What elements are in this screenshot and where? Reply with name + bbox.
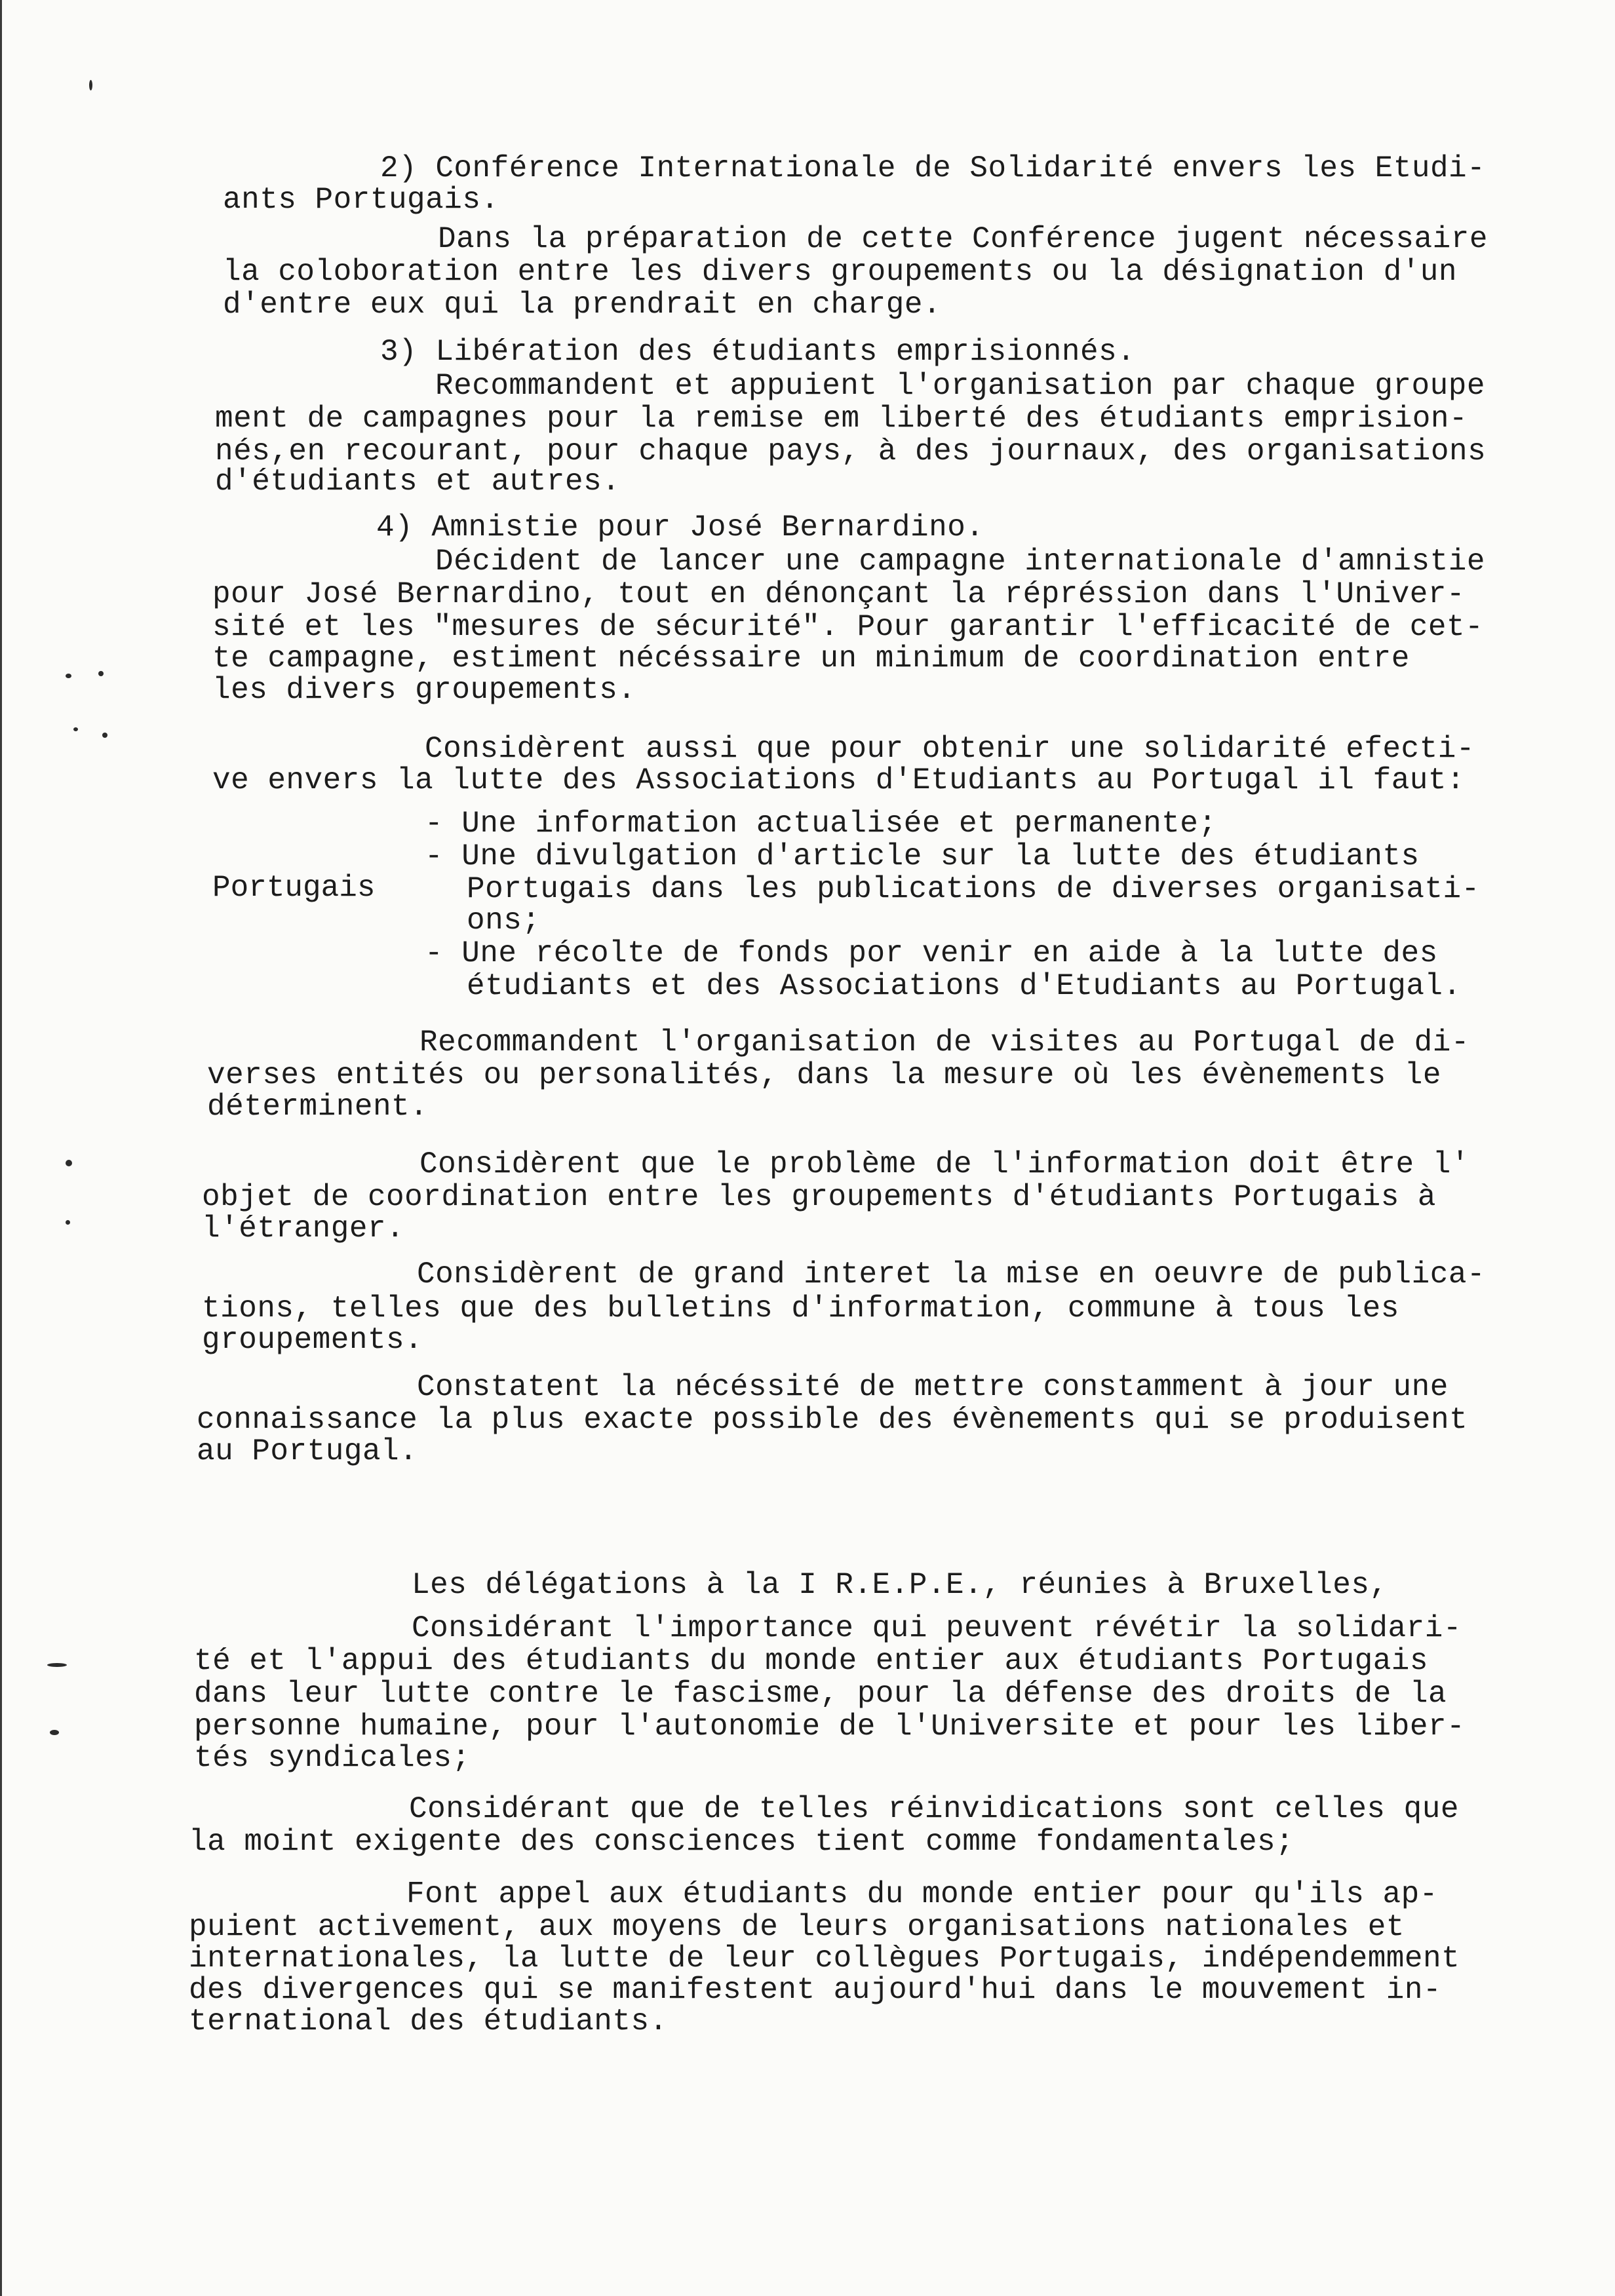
- section-2-line: Dans la préparation de cette Conférence jugent nécessaire: [438, 222, 1488, 256]
- scan-speck: [102, 733, 107, 738]
- paragraph-line: verses entités ou personalités, dans la mesure où les évènements le: [207, 1058, 1442, 1092]
- paragraph-line: au Portugal.: [197, 1434, 418, 1468]
- section-2-heading: 2) Conférence Internationale de Solidarité envers les Etudi-: [380, 151, 1486, 185]
- paragraph-line: Considèrent de grand interet la mise en oeuvre de publica-: [417, 1257, 1486, 1292]
- resolution-line: Considérant l'importance qui peuvent révétir la solidari-: [412, 1611, 1462, 1645]
- paragraph-line: l'étranger.: [202, 1212, 405, 1246]
- page-edge-shadow: [0, 0, 2, 2296]
- solidarity-intro-line: ve envers la lutte des Associations d'Etudiants au Portugal il faut:: [212, 763, 1466, 797]
- paragraph-line: objet de coordination entre les groupements d'étudiants Portugais à: [202, 1180, 1437, 1214]
- solidarity-intro-line: Considèrent aussi que pour obtenir une solidarité efecti-: [425, 732, 1475, 766]
- resolution-line: tés syndicales;: [194, 1741, 471, 1775]
- scan-speck: [89, 80, 92, 90]
- section-3-line: d'étudiants et autres.: [215, 465, 621, 499]
- section-3-line: ment de campagnes pour la remise em liberté des étudiants emprision-: [215, 402, 1468, 436]
- resolution-line: puient activement, aux moyens de leurs organisations nationales et: [189, 1910, 1405, 1944]
- section-2-line: d'entre eux qui la prendrait en charge.: [223, 288, 942, 322]
- resolution-line: Font appel aux étudiants du monde entier pour qu'ils ap-: [406, 1877, 1438, 1911]
- scan-speck: [66, 1160, 72, 1166]
- section-4-line: te campagne, estiment nécéssaire un minimum de coordination entre: [212, 641, 1410, 676]
- section-3-line: nés,en recourant, pour chaque pays, à des journaux, des organisations: [215, 434, 1487, 469]
- section-4-line: les divers groupements.: [212, 673, 636, 707]
- resolution-line: la moint exigente des consciences tient comme fondamentales;: [189, 1825, 1294, 1859]
- resolution-line: té et l'appui des étudiants du monde entier aux étudiants Portugais: [194, 1644, 1429, 1678]
- resolution-line: dans leur lutte contre le fascisme, pour la défense des droits de la: [194, 1677, 1447, 1711]
- section-2-heading-cont: ants Portugais.: [223, 183, 499, 217]
- scan-speck: [50, 1730, 59, 1735]
- bullet-line: - Une information actualisée et permanente;: [425, 807, 1217, 841]
- bullet-line: - Une divulgation d'article sur la lutte des étudiants: [425, 839, 1420, 873]
- resolution-line: internationales, la lutte de leur collègues Portugais, indépendemment: [189, 1942, 1460, 1976]
- section-4-line: pour José Bernardino, tout en dénonçant la répréssion dans l'Univer-: [212, 577, 1466, 611]
- scan-speck: [66, 1220, 70, 1225]
- section-3-line: Recommandent et appuient l'organisation par chaque groupe: [435, 369, 1485, 403]
- resolution-line: personne humaine, pour l'autonomie de l'Universite et pour les liber-: [194, 1710, 1466, 1744]
- paragraph-line: connaissance la plus exacte possible des évènements qui se produisent: [197, 1403, 1468, 1437]
- paragraph-line: Considèrent que le problème de l'information doit être l': [419, 1147, 1469, 1181]
- bullet-line: - Une récolte de fonds por venir en aide à la lutte des: [425, 936, 1438, 970]
- bullet-line: Portugais dans les publications de diverses organisati-: [467, 872, 1480, 906]
- section-4-line: Décident de lancer une campagne internationale d'amnistie: [435, 545, 1485, 579]
- paragraph-line: Constatent la nécéssité de mettre constamment à jour une: [417, 1370, 1449, 1404]
- bullet-line: étudiants et des Associations d'Etudiants au Portugal.: [467, 969, 1462, 1003]
- paragraph-line: groupements.: [202, 1323, 423, 1357]
- scan-speck: [47, 1663, 67, 1667]
- section-2-line: la coloboration entre les divers groupements ou la désignation d'un: [223, 255, 1458, 289]
- resolution-line: Considérant que de telles réinvidications sont celles que: [409, 1792, 1459, 1826]
- scan-speck: [73, 727, 78, 731]
- paragraph-line: Recommandent l'organisation de visites au Portugal de di-: [419, 1025, 1469, 1060]
- section-3-heading: 3) Libération des étudiants emprisionnés.: [380, 335, 1136, 369]
- section-4-line: sité et les "mesures de sécurité". Pour garantir l'efficacité de cet-: [212, 610, 1484, 644]
- scan-speck: [98, 671, 104, 676]
- scan-speck: [66, 674, 71, 678]
- resolution-line: ternational des étudiants.: [189, 2004, 668, 2038]
- section-4-heading: 4) Amnistie pour José Bernardino.: [376, 510, 984, 545]
- paragraph-line: déterminent.: [207, 1090, 429, 1124]
- paragraph-line: tions, telles que des bulletins d'information, commune à tous les: [202, 1292, 1399, 1326]
- resolution-line: des divergences qui se manifestent aujourd'hui dans le mouvement in-: [189, 1973, 1442, 2007]
- bullet-line: ons;: [467, 904, 541, 938]
- resolution-opening: Les délégations à la I R.E.P.E., réunies à Bruxelles,: [412, 1568, 1388, 1602]
- margin-note: Portugais: [212, 871, 376, 905]
